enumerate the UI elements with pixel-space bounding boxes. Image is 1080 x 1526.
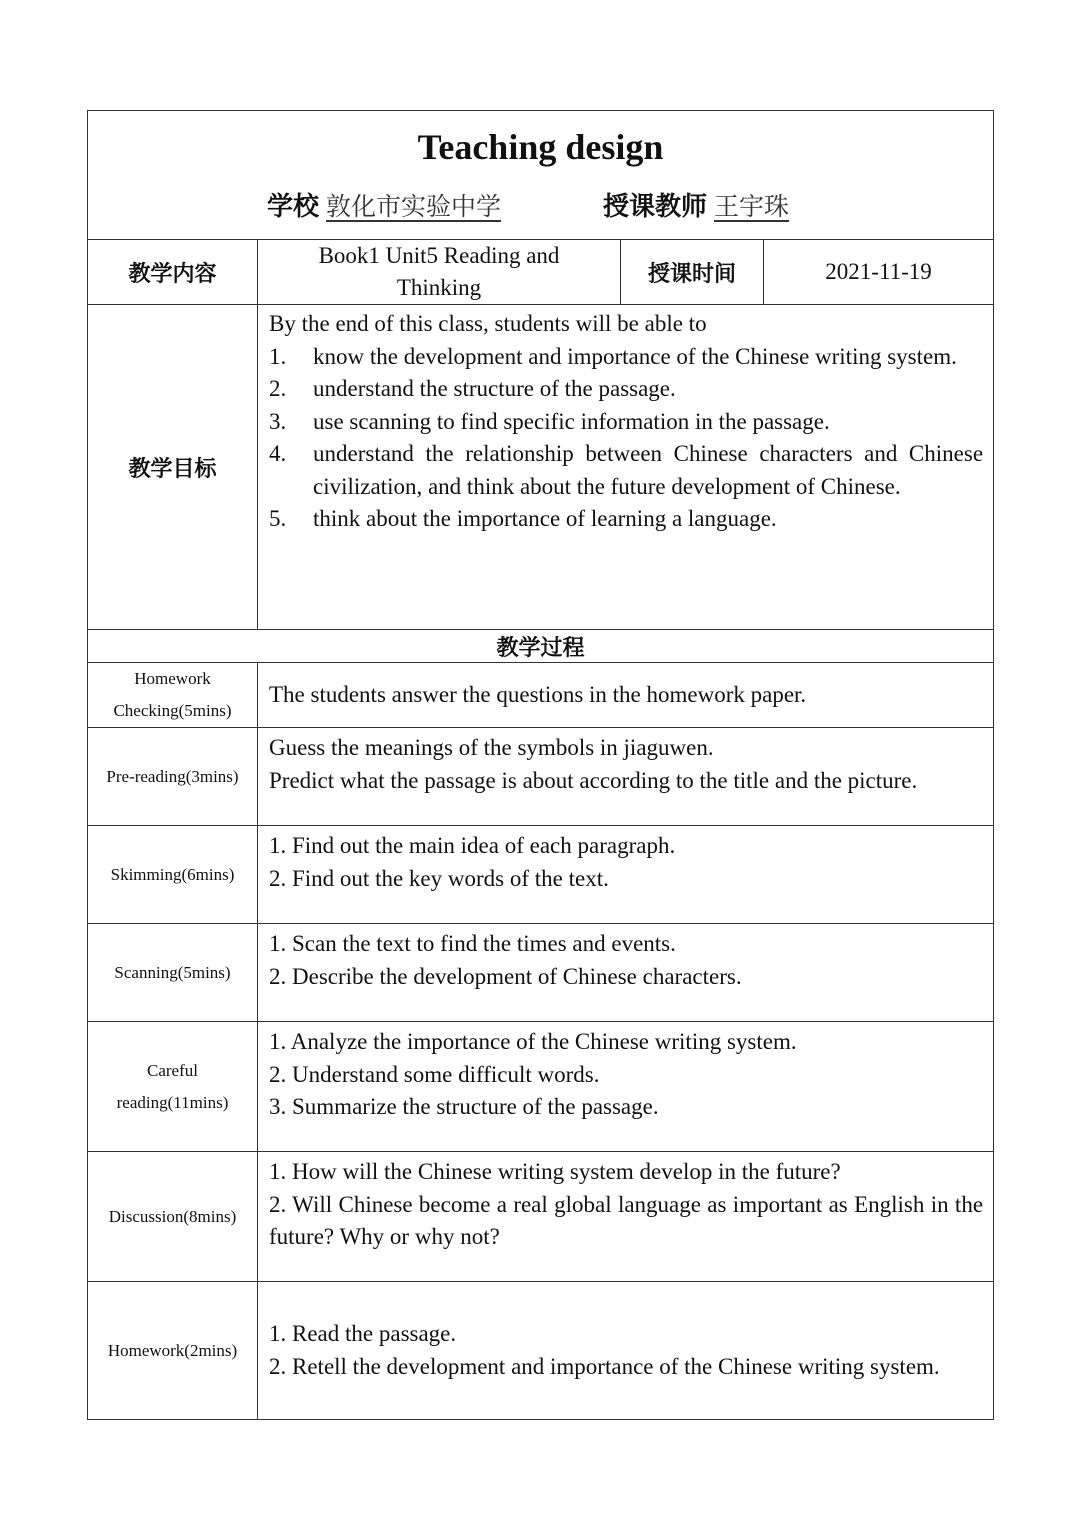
teacher-value: 王宇珠: [714, 192, 790, 221]
school-label: 学校: [267, 192, 320, 222]
title-cell: [88, 111, 994, 240]
objective-text: use scanning to find specific information in the passage.: [313, 408, 830, 434]
objective-item: [269, 341, 983, 374]
content-value-line1: Book1 Unit5 Reading and: [318, 243, 560, 268]
objective-num: 3.: [269, 408, 287, 434]
school-teacher-line: [88, 189, 993, 225]
stage-line: 1. Analyze the importance of the Chinese writing system.: [269, 1029, 797, 1054]
stage-name-line1: Careful: [147, 1060, 198, 1080]
objectives-label: 教学目标: [88, 305, 258, 630]
stage-content: [258, 1282, 994, 1420]
objective-num: 4.: [269, 441, 287, 466]
stage-line: 2. Will Chinese become a real global language as important as English in the future? Why or why not?: [269, 1191, 984, 1249]
stage-name-line2: reading(11mins): [116, 1092, 229, 1112]
stage-line: 2. Describe the development of Chinese characters.: [269, 963, 742, 989]
stage-content: [258, 826, 994, 924]
stage-content: [258, 1022, 994, 1152]
content-label: 教学内容: [88, 240, 258, 305]
objectives-intro: By the end of this class, students will be able to: [269, 311, 707, 336]
objective-text: understand the relationship between Chinese characters and Chinese civilization, and think about the future development of Chinese.: [313, 441, 984, 499]
time-label: 授课时间: [621, 240, 764, 305]
stage-line: 1. Find out the main idea of each paragraph.: [269, 833, 676, 858]
stage-line: 2. Understand some difficult words.: [269, 1061, 600, 1087]
stage-content: [258, 924, 994, 1022]
stage-line: 1. Read the passage.: [269, 1321, 457, 1346]
stage-content: [258, 1152, 994, 1282]
school-value: 敦化市实验中学: [326, 192, 502, 221]
stage-pre-reading: [88, 728, 258, 826]
stage-line: Guess the meanings of the symbols in jiaguwen.: [269, 735, 714, 760]
objective-item: [269, 406, 983, 439]
stage-name-line1: Scanning(5mins): [114, 962, 231, 982]
teaching-design-table: [87, 110, 994, 1420]
stage-name-line2: Checking(5mins): [113, 701, 232, 720]
stage-name-line1: Homework: [134, 669, 211, 688]
objective-num: 5.: [269, 506, 287, 531]
stage-line: 2. Find out the key words of the text.: [269, 865, 609, 891]
stage-line: 1. Scan the text to find the times and events.: [269, 931, 676, 956]
objective-item: [269, 438, 983, 503]
teacher-label: 授课教师: [603, 192, 708, 222]
stage-discussion: [88, 1152, 258, 1282]
stage-homework-checking: [88, 663, 258, 728]
stage-line: 1. How will the Chinese writing system develop in the future?: [269, 1159, 841, 1184]
objective-item: [269, 373, 983, 406]
stage-skimming: [88, 826, 258, 924]
stage-homework: [88, 1282, 258, 1420]
objective-num: 1.: [269, 343, 287, 369]
process-heading: 教学过程: [88, 630, 994, 663]
objective-text: understand the structure of the passage.: [313, 376, 676, 401]
objective-text: think about the importance of learning a language.: [313, 506, 777, 531]
stage-line: 3. Summarize the structure of the passage.: [269, 1094, 659, 1119]
stage-line: Predict what the passage is about according to the title and the picture.: [269, 767, 918, 793]
objectives-cell: [258, 305, 994, 630]
stage-name-line1: Skimming(6mins): [110, 864, 235, 884]
content-value-line2: Thinking: [396, 275, 482, 300]
stage-content: [258, 663, 994, 728]
page-title: Teaching design: [417, 127, 664, 167]
content-value: [258, 240, 621, 305]
teaching-design-document: [87, 110, 993, 1420]
stage-name-line1: Discussion(8mins): [108, 1206, 237, 1226]
stage-name-line1: Pre-reading(3mins): [106, 766, 239, 786]
stage-line: The students answer the questions in the homework paper.: [269, 681, 807, 707]
objective-text: know the development and importance of the Chinese writing system.: [313, 343, 957, 369]
objective-item: [269, 503, 983, 536]
objective-num: 2.: [269, 376, 287, 401]
stage-scanning: [88, 924, 258, 1022]
objectives-list: [269, 341, 983, 536]
stage-line: 2. Retell the development and importance of the Chinese writing system.: [269, 1353, 940, 1379]
stage-name-line1: Homework(2mins): [107, 1340, 238, 1360]
stage-content: [258, 728, 994, 826]
time-value: 2021-11-19: [764, 240, 994, 305]
stage-careful-reading: [88, 1022, 258, 1152]
